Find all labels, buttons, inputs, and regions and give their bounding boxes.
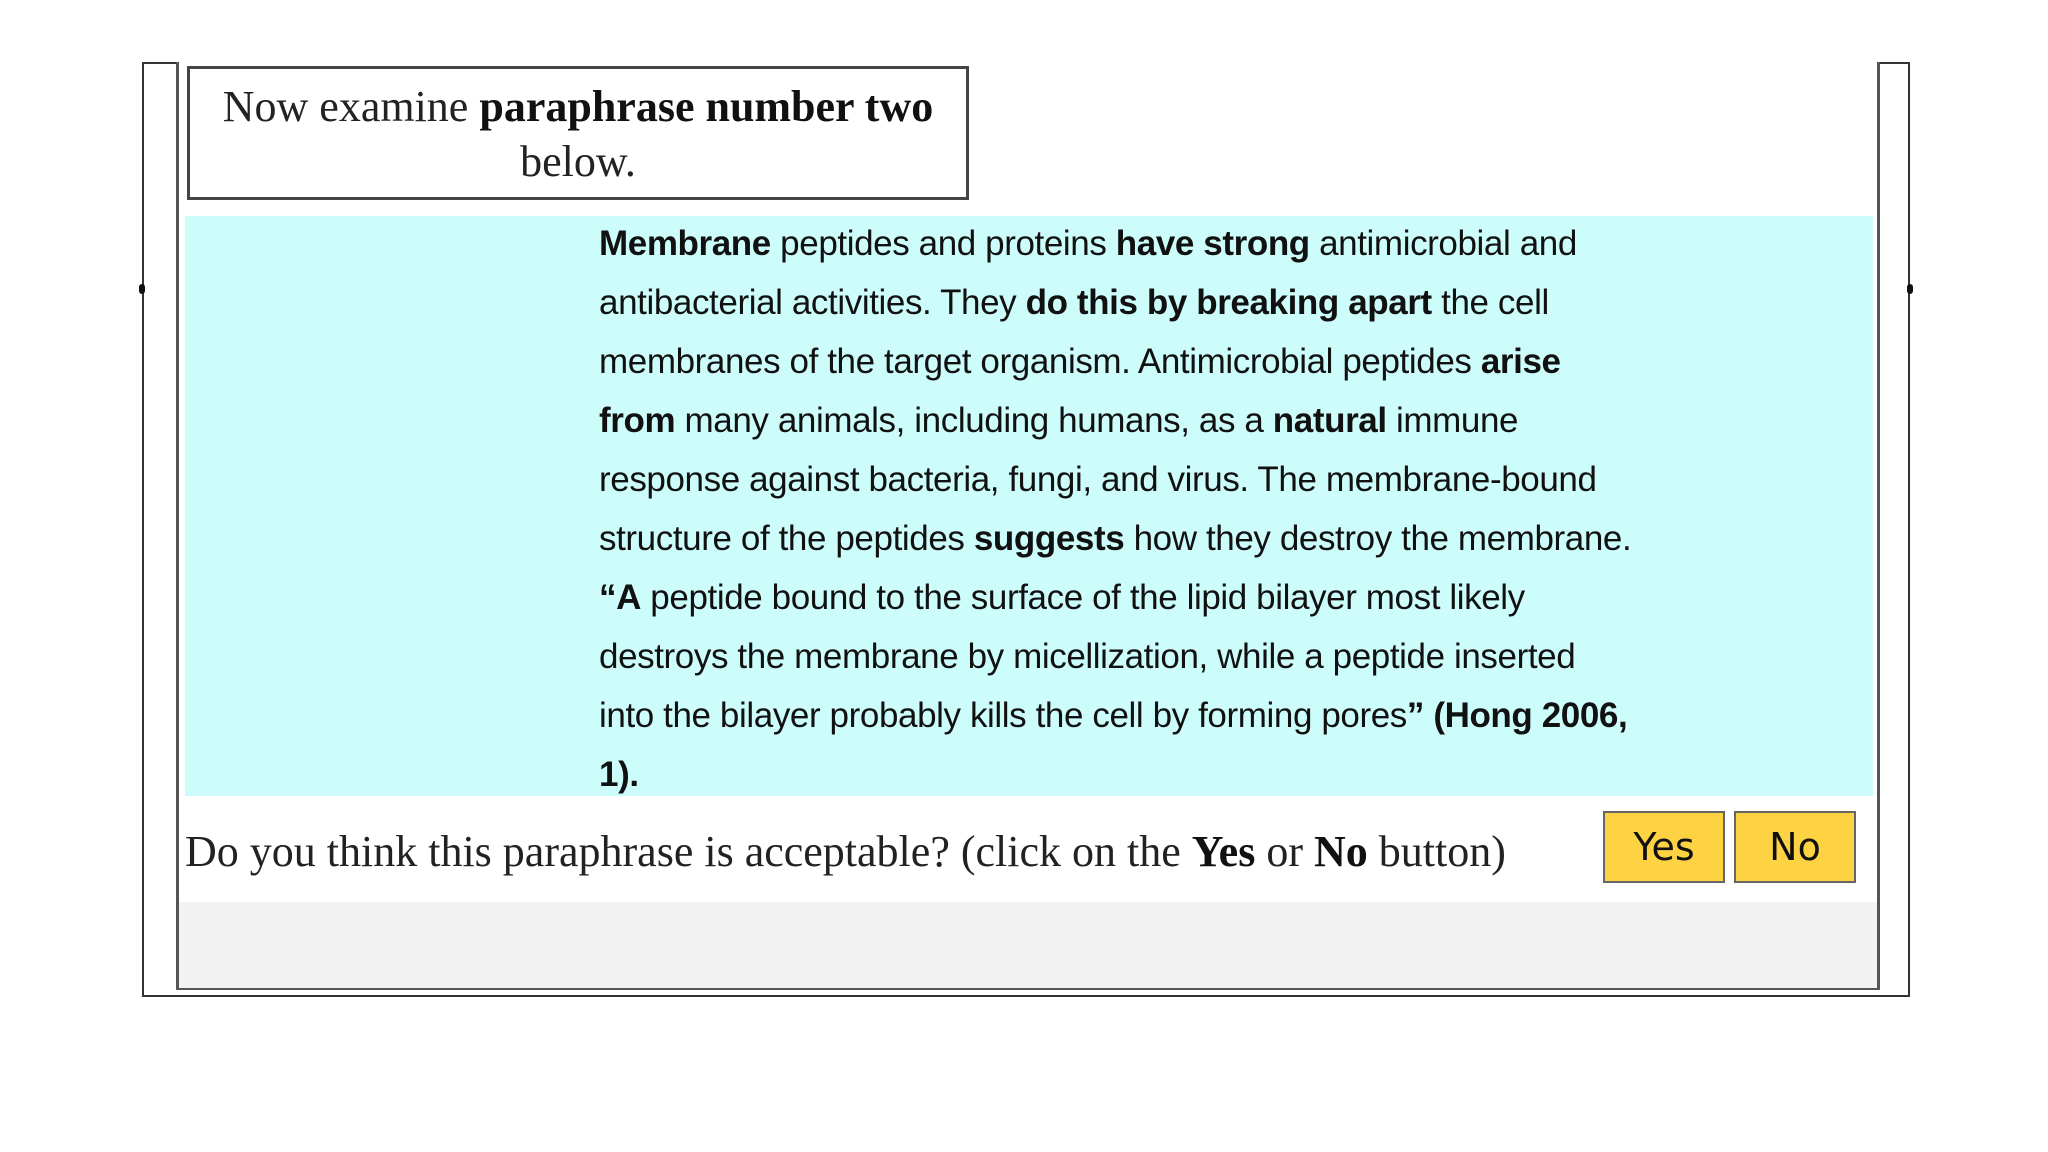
question-part1: Do you think this paraphrase is acceptable? (click on the (185, 827, 1192, 876)
paraphrase-text (599, 214, 1639, 804)
paraphrase-segment: arise from (599, 342, 1561, 440)
question-no-word: No (1313, 827, 1368, 876)
paraphrase-segment: ” (Hong 2006, 1). (599, 696, 1628, 794)
paraphrase-segment: suggests (973, 519, 1125, 558)
instruction-box (187, 66, 969, 200)
no-button[interactable]: No (1734, 811, 1856, 883)
question-yes-word: Yes (1191, 827, 1256, 876)
instruction-prefix: Now examine (222, 82, 480, 131)
paraphrase-segment: do this by breaking apart (1025, 283, 1432, 322)
paraphrase-segment: Membrane (599, 224, 771, 263)
paraphrase-segment: how they destroy the membrane. (1124, 519, 1632, 558)
question-text (185, 826, 1506, 877)
paraphrase-segment: antimicrobial and antibacterial activities. They (599, 224, 1577, 322)
footer-strip (179, 902, 1877, 988)
right-edge-marker (1907, 284, 1913, 294)
paraphrase-segment: “A (599, 578, 641, 617)
question-part2: or (1255, 827, 1314, 876)
question-row (179, 800, 1877, 902)
paraphrase-segment: have strong (1115, 224, 1310, 263)
instruction-emphasis: paraphrase number two (479, 82, 934, 131)
instruction-suffix: below. (520, 137, 636, 186)
yes-button[interactable]: Yes (1603, 811, 1725, 883)
paraphrase-segment: immune response against bacteria, fungi, and virus. The membrane-bound structure of the peptides (599, 401, 1597, 558)
question-part3: button) (1367, 827, 1506, 876)
paraphrase-segment: the cell membranes of the target organism. Antimicrobial peptides (599, 283, 1549, 381)
paraphrase-segment: peptides and proteins (770, 224, 1116, 263)
paraphrase-segment: natural (1272, 401, 1387, 440)
paraphrase-segment: peptide bound to the surface of the lipid bilayer most likely destroys the membrane by micellization, while a peptide inserted into the bilayer probably kills the cell by forming pores (599, 578, 1576, 735)
left-edge-marker (139, 284, 145, 294)
paraphrase-segment: many animals, including humans, as a (675, 401, 1273, 440)
